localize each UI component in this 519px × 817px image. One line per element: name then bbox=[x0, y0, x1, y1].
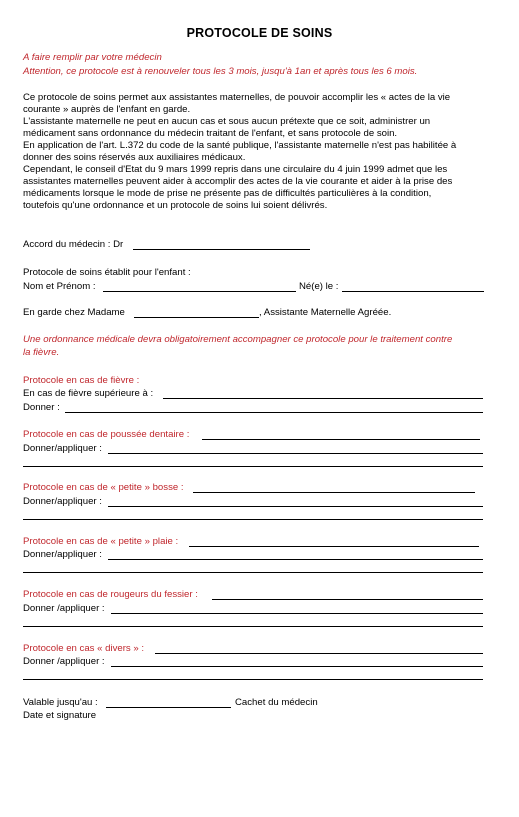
wound-give-field[interactable] bbox=[108, 559, 483, 560]
bump-give-field[interactable] bbox=[108, 506, 483, 507]
bump-extra-field[interactable] bbox=[23, 519, 483, 520]
wound-title-field[interactable] bbox=[189, 546, 479, 547]
fever-section-title: Protocole en cas de fièvre : bbox=[23, 375, 140, 386]
wound-extra-field[interactable] bbox=[23, 572, 483, 573]
intro-line-1: Ce protocole de soins permet aux assistantes maternelles, de pouvoir accomplir les « actes de la vie bbox=[23, 92, 451, 103]
rash-title-field[interactable] bbox=[212, 599, 483, 600]
fever-give-field[interactable] bbox=[65, 412, 483, 413]
child-intro-label: Protocole de soins établit pour l'enfant : bbox=[23, 267, 191, 278]
teething-section-title: Protocole en cas de poussée dentaire : bbox=[23, 429, 190, 440]
teething-title-field[interactable] bbox=[202, 439, 480, 440]
teething-extra-field[interactable] bbox=[23, 466, 483, 467]
teething-give-field[interactable] bbox=[108, 453, 483, 454]
date-signature-label: Date et signature bbox=[23, 710, 97, 721]
misc-extra-field[interactable] bbox=[23, 679, 483, 680]
intro-line-5: En application de l'art. L.372 du code de la santé publique, l'assistante maternelle n'est pas habilitée à bbox=[23, 140, 457, 151]
intro-line-3: L'assistante maternelle ne peut en aucun cas et sous aucun prétexte que ce soit, administrer un bbox=[23, 116, 431, 127]
bump-title-field[interactable] bbox=[193, 492, 475, 493]
intro-line-8: assistantes maternelles peuvent aider à accomplir des actes de la vie courante et aider à la prise des bbox=[23, 176, 453, 187]
valid-until-field[interactable] bbox=[106, 707, 231, 708]
notice-line-1: A faire remplir par votre médecin bbox=[23, 52, 162, 63]
doctor-agreement-label: Accord du médecin : Dr bbox=[23, 239, 124, 250]
misc-give-field[interactable] bbox=[111, 666, 483, 667]
wound-give-label: Donner/appliquer : bbox=[23, 549, 102, 560]
fever-threshold-label: En cas de fièvre supérieure à : bbox=[23, 388, 154, 399]
rash-give-field[interactable] bbox=[111, 613, 483, 614]
rash-section-title: Protocole en cas de rougeurs du fessier : bbox=[23, 589, 198, 600]
valid-until-label: Valable jusqu'au : bbox=[23, 697, 98, 708]
intro-line-2: courante » auprès de l'enfant en garde. bbox=[23, 104, 191, 115]
wound-section-title: Protocole en cas de « petite » plaie : bbox=[23, 536, 179, 547]
misc-section-title: Protocole en cas « divers » : bbox=[23, 643, 145, 654]
custody-suffix: , Assistante Maternelle Agréée. bbox=[259, 307, 392, 318]
child-name-field[interactable] bbox=[103, 291, 296, 292]
nanny-name-field[interactable] bbox=[134, 317, 259, 318]
teething-give-label: Donner/appliquer : bbox=[23, 443, 102, 454]
page-title: PROTOCOLE DE SOINS bbox=[186, 26, 333, 40]
notice-line-2: Attention, ce protocole est à renouveler tous les 3 mois, jusqu'à 1an et après tous les 6 mois. bbox=[23, 66, 418, 77]
intro-line-4: médicament sans ordonnance du médecin traitant de l'enfant, et sans protocole de soin. bbox=[23, 128, 398, 139]
child-name-label: Nom et Prénom : bbox=[23, 281, 96, 292]
intro-line-9: médicaments lorsque le mode de prise ne présente pas de difficultés particulières à la condition, bbox=[23, 188, 432, 199]
bump-give-label: Donner/appliquer : bbox=[23, 496, 102, 507]
birth-date-field[interactable] bbox=[342, 291, 484, 292]
misc-title-field[interactable] bbox=[155, 653, 483, 654]
fever-threshold-field[interactable] bbox=[163, 398, 483, 399]
intro-line-10: toutefois qu'une ordonnance et un protocole de soins lui soient délivrés. bbox=[23, 200, 328, 211]
misc-give-label: Donner /appliquer : bbox=[23, 656, 105, 667]
prescription-note-line-1: Une ordonnance médicale devra obligatoirement accompagner ce protocole pour le traitement contre bbox=[23, 334, 453, 345]
prescription-note-line-2: la fièvre. bbox=[23, 347, 60, 358]
intro-line-6: donner des soins réservés aux auxiliaires médicaux. bbox=[23, 152, 246, 163]
bump-section-title: Protocole en cas de « petite » bosse : bbox=[23, 482, 184, 493]
doctor-name-field[interactable] bbox=[133, 249, 310, 250]
rash-extra-field[interactable] bbox=[23, 626, 483, 627]
rash-give-label: Donner /appliquer : bbox=[23, 603, 105, 614]
fever-give-label: Donner : bbox=[23, 402, 60, 413]
intro-line-7: Cependant, le conseil d'Etat du 9 mars 1999 repris dans une circulaire du 4 juin 1999 admet que les bbox=[23, 164, 448, 175]
birth-date-label: Né(e) le : bbox=[299, 281, 339, 292]
custody-label: En garde chez Madame bbox=[23, 307, 125, 318]
doctor-stamp-label: Cachet du médecin bbox=[235, 697, 318, 708]
